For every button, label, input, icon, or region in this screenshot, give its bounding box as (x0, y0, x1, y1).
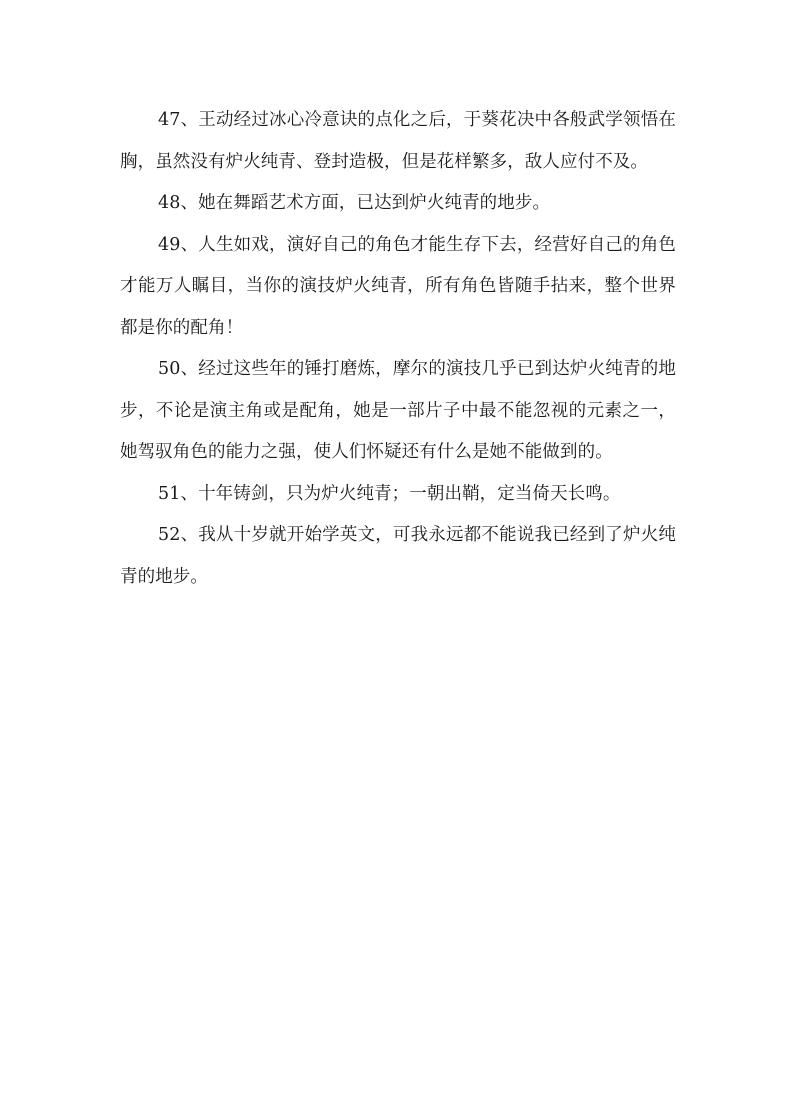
paragraph-49: 49、人生如戏，演好自己的角色才能生存下去，经营好自己的角色才能万人瞩目，当你的演技炉火纯青，所有角色皆随手拈来，整个世界都是你的配角！ (120, 234, 676, 338)
paragraph-51: 51、十年铸剑，只为炉火纯青；一朝出鞘，定当倚天长鸣。 (158, 483, 621, 504)
paragraph-52: 52、我从十岁就开始学英文，可我永远都不能说我已经到了炉火纯青的地步。 (120, 525, 676, 587)
document-body (120, 100, 676, 598)
paragraph-48: 48、她在舞蹈艺术方面，已达到炉火纯青的地步。 (158, 193, 551, 213)
paragraph-50: 50、经过这些年的锤打磨炼，摩尔的演技几乎已到达炉火纯青的地步，不论是演主角或是配角，她是一部片子中最不能忽视的元素之一，她驾驭角色的能力之强，使人们怀疑还有什么是她不能做到的。 (120, 359, 676, 462)
paragraph-47: 47、王动经过冰心冷意诀的点化之后，于葵花决中各般武学领悟在胸，虽然没有炉火纯青、登封造极，但是花样繁多，敌人应付不及。 (120, 110, 676, 172)
